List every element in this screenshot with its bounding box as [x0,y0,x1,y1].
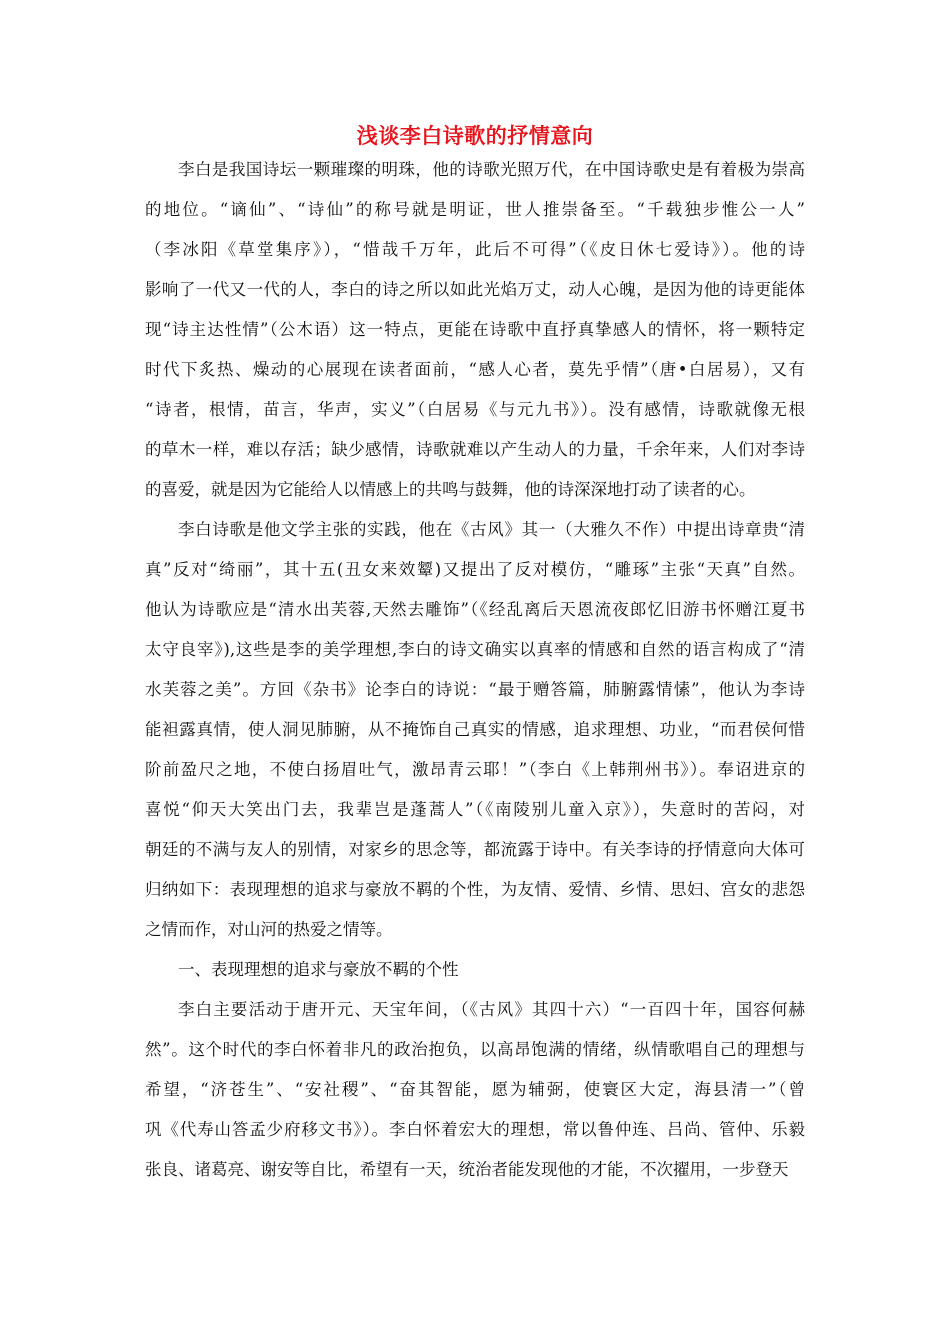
text-line: “诗者，根情，苗言，华声，实义”（白居易《与元九书》）。没有感情，诗歌就像无根 [145,400,805,419]
text-line: 巩《代寿山答孟少府移文书》）。李白怀着宏大的理想，常以鲁仲连、吕尚、管仲、乐毅 [145,1120,805,1139]
section-heading [145,950,805,990]
text-line: 李白是我国诗坛一颗璀璨的明珠，他的诗歌光照万代，在中国诗歌史是有着极为崇高 [178,160,805,179]
text-line: 阶前盈尺之地，不使白扬眉吐气，激昂青云耶！”（李白《上韩荆州书》）。奉诏进京的 [145,760,805,779]
text-line: 能袒露真情，使人洞见肺腑，从不掩饰自己真实的情感，追求理想、功业，“而君侯何惜 [145,720,805,739]
paragraph [145,990,805,1190]
text-line: 的喜爱，就是因为它能给人以情感上的共鸣与鼓舞，他的诗深深地打动了读者的心。 [145,480,756,499]
text-line: 时代下炙热、燥动的心展现在读者面前，“感人心者，莫先乎情”（唐•白居易），又有 [145,360,805,379]
text-line: 归纳如下：表现理想的追求与豪放不羁的个性，为友情、爱情、乡情、思妇、宫女的悲怨 [145,880,805,899]
text-line: （李冰阳《草堂集序》），“惜哉千万年，此后不可得”（《皮日休七爱诗》）。他的诗 [145,240,805,259]
text-line: 一、表现理想的追求与豪放不羁的个性 [178,960,459,979]
text-line: 之情而作，对山河的热爱之情等。 [145,920,393,939]
text-line: 希望，“济苍生”、“安社稷”、“奋其智能，愿为辅弼，使寰区大定，海县清一”（曾 [145,1080,805,1099]
text-line: 水芙蓉之美”。方回《杂书》论李白的诗说：“最于赠答篇，肺腑露情愫”，他认为李诗 [145,680,805,699]
document-body [145,150,805,1190]
text-line: 朝廷的不满与友人的别情，对家乡的思念等，都流露于诗中。有关李诗的抒情意向大体可 [145,840,805,859]
text-line: 太守良宰》),这些是李的美学理想,李白的诗文确实以真率的情感和自然的语言构成了“清 [145,640,805,659]
text-line: 喜悦“仰天大笑出门去，我辈岂是蓬蒿人”（《南陵别儿童入京》），失意时的苦闷，对 [145,800,805,819]
document-title: 浅谈李白诗歌的抒情意向 [356,124,594,148]
text-line: 影响了一代又一代的人，李白的诗之所以如此光焰万丈，动人心魄，是因为他的诗更能体 [145,280,805,299]
text-line: 真”反对“绮丽”，其十五(丑女来效颦)又提出了反对模仿，“雕琢”主张“天真”自然。 [145,560,805,579]
paragraph [145,510,805,950]
text-line: 的草木一样，难以存活；缺少感情，诗歌就难以产生动人的力量，千余年来，人们对李诗 [145,440,805,459]
text-line: 张良、诸葛亮、谢安等自比，希望有一天，统治者能发现他的才能，不次擢用，一步登天 [145,1160,789,1179]
text-line: 然”。这个时代的李白怀着非凡的政治抱负，以高昂饱满的情绪，纵情歌唱自己的理想与 [145,1040,805,1059]
text-line: 他认为诗歌应是“清水出芙蓉,天然去雕饰”（《经乱离后天恩流夜郎忆旧游书怀赠江夏书 [145,600,805,619]
text-line: 李白诗歌是他文学主张的实践，他在《古风》其一（大雅久不作）中提出诗章贵“清 [178,520,805,539]
text-line: 李白主要活动于唐开元、天宝年间，（《古风》其四十六）“一百四十年，国容何赫 [178,1000,805,1019]
text-line: 现“诗主达性情”（公木语）这一特点，更能在诗歌中直抒真挚感人的情怀，将一颗特定 [145,320,805,339]
text-line: 的地位。“谪仙”、“诗仙”的称号就是明证，世人推崇备至。“千载独步惟公一人” [145,200,805,219]
paragraph [145,150,805,510]
